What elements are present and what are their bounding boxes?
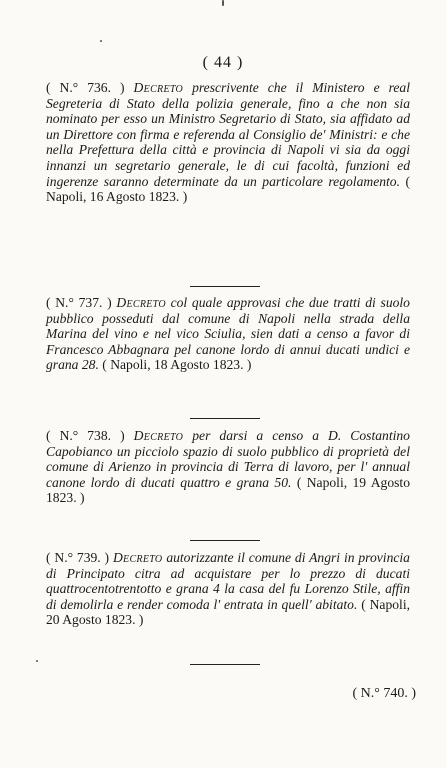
decree-entry-738 [46, 428, 410, 506]
decree-number: ( N.° 736. ) [46, 80, 125, 95]
decree-text: autorizzante il comune di Angri in provincia di Principato citra ad acquistare per lo prezzo di ducati quattrocentotrentotto e grana 4 la casa del fu Lorenzo Stile, affin di demolirla e render comoda l' entrata in quell' abitato. [46, 550, 410, 612]
separator-rule [190, 286, 260, 287]
decree-date: ( Napoli, 18 Agosto 1823. ) [102, 357, 252, 373]
decree-date: ( Napoli, 16 Agosto 1823. ) [46, 173, 410, 205]
decree-keyword: Decreto [116, 295, 166, 310]
decree-keyword: Decreto [133, 428, 184, 443]
decree-date: ( Napoli, 20 Agosto 1823. ) [46, 596, 411, 628]
separator-rule [190, 664, 260, 665]
decree-text: prescrivente che il Ministero e real Segreteria di Stato della polizia generale, fino a che non sia nominato per esso un Ministro Segretario di Stato, sia affidato ad un Direttore con firma e referenda al Consiglio de' Ministri: e che nella Prefettura della città e provincia di Napoli vi sia da oggi innanzi un segretario generale, le di cui facoltà, funzioni ed ingerenze saranno determinate da un particolare regolamento. [46, 80, 410, 189]
decree-text: col quale approvasi che due tratti di suolo pubblico posseduti dal comune di Napoli nella strada della Marina del vino e nel vico Sciulia, sien dati a censo a favor di Francesco Abbagnara pel canone lordo di annui ducati undici e grana 28. [46, 295, 410, 373]
ink-speck [222, 0, 224, 6]
decree-keyword: Decreto [112, 550, 163, 565]
ink-speck [36, 660, 38, 662]
decree-date: ( Napoli, 19 Agosto 1823. ) [46, 474, 411, 506]
decree-number: ( N.° 739. ) [46, 550, 110, 565]
catchword: ( N.° 740. ) [352, 686, 416, 701]
decree-number: ( N.° 738. ) [46, 428, 125, 443]
decree-keyword: Decreto [133, 80, 184, 95]
separator-rule [190, 540, 260, 541]
decree-number: ( N.° 737. ) [46, 295, 112, 310]
ink-speck [100, 40, 102, 42]
page-number: ( 44 ) [202, 54, 244, 71]
decree-entry-736 [46, 80, 410, 205]
separator-rule [190, 418, 260, 419]
decree-entry-737 [46, 295, 410, 373]
decree-text: per darsi a censo a D. Costantino Capobianco un picciolo spazio di suolo pubblico di proprietà del comune di Arienzo in provincia di Terra di lavoro, per l' annual canone lordo di ducati quattro e grana 50. [46, 428, 410, 490]
decree-entry-739 [46, 550, 410, 628]
